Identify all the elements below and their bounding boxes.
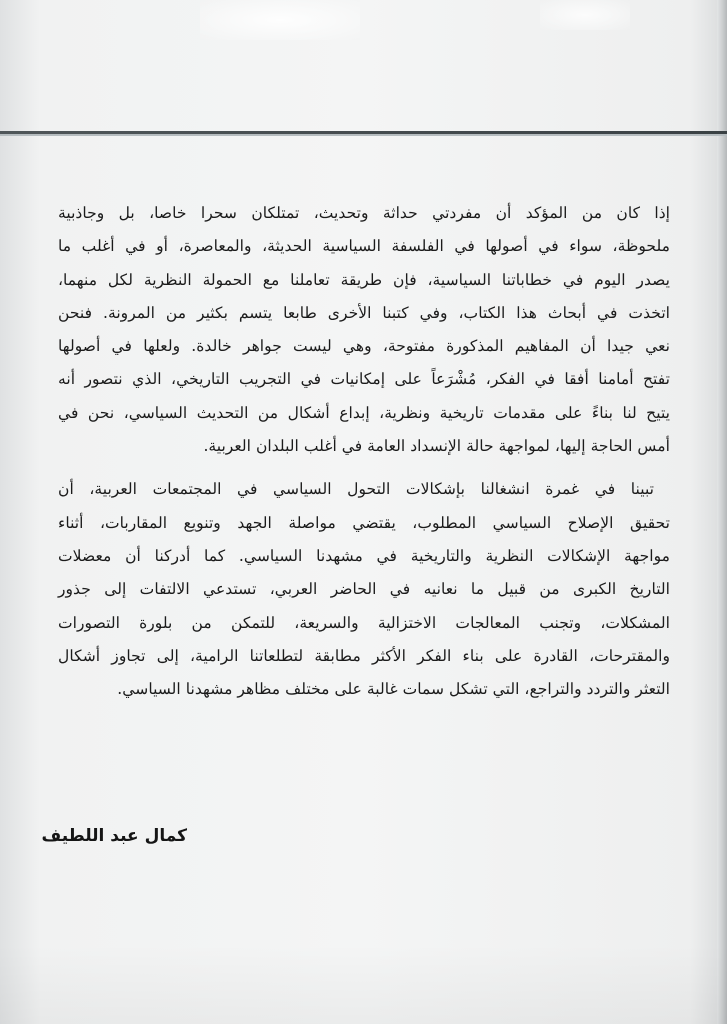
paragraph-2-line: والمقترحات، القادرة على بناء الفكر الأكثر مطابقة لتطلعاتنا الرامية، إلى تجاوز أشكال — [58, 646, 670, 665]
blurb-text — [58, 197, 670, 716]
cover-spine-edge — [717, 0, 727, 1024]
paragraph-1-line: نعي جيدا أن المفاهيم المذكورة مفتوحة، وهي ليست جواهر خالدة. ولعلها في أصولها — [58, 337, 670, 356]
paragraph-1-line: يصدر اليوم في خطاباتنا السياسية، فإن طريقة تعاملنا مع الحمولة النظرية لكل منهما، — [58, 270, 670, 289]
paragraph-1-line: تفتح أمامنا أفقا في الفكر، مُشْرَعاً على إمكانيات في التجريب التاريخي، الذي نتصور أنه — [58, 370, 670, 389]
paragraph-2-line: تبينا في غمرة انشغالنا بإشكالات التحول السياسي في المجتمعات العربية، أن — [58, 480, 654, 499]
bottom-shadow — [0, 944, 727, 1024]
paragraph-2-line: مواجهة الإشكالات النظرية والتاريخية في مشهدنا السياسي. كما أدركنا أن معضلات — [58, 546, 670, 565]
author-signature: كمال عبد اللطيف — [41, 826, 187, 846]
paragraph-1 — [58, 197, 670, 463]
paragraph-2 — [58, 473, 670, 706]
paragraph-1-line: أمس الحاجة إليها، لمواجهة حالة الإنسداد العامة في أغلب البلدان العربية. — [203, 437, 670, 456]
paragraph-1-line: يتيح لنا بناءً على مقدمات تاريخية ونظرية، إبداع أشكال من التحديث السياسي، نحن في — [58, 403, 670, 422]
paragraph-2-line: المشكلات، وتجنب المعالجات الاختزالية والسريعة، للتمكن من بلورة التصورات — [58, 613, 670, 632]
light-glare — [200, 0, 360, 40]
paragraph-1-line: اتخذت في أبحاث هذا الكتاب، وفي كتبنا الأخرى طابعا يتسم بكثير من المرونة. فنحن — [58, 303, 670, 322]
paragraph-2-line: التعثر والتردد والتراجع، التي تشكل سمات غالبة على مختلف مظاهر مشهدنا السياسي. — [117, 680, 670, 699]
light-glare-secondary — [540, 0, 630, 30]
divider-shadow — [0, 134, 727, 136]
paragraph-2-line: التاريخ الكبرى من قبيل ما نعانيه في الحاضر العربي، تستدعي الالتفات إلى جذور — [58, 580, 670, 599]
paragraph-2-line: تحقيق الإصلاح السياسي المطلوب، يقتضي مواصلة الجهد وتنويع المقاربات، أثناء — [58, 513, 670, 532]
paragraph-1-line: إذا كان من المؤكد أن مفردتي حداثة وتحديث، تمتلكان سحرا خاصا، بل وجاذبية — [58, 204, 670, 222]
paragraph-1-line: ملحوظة، سواء في أصولها في الفلسفة السياسية الحديثة، والمعاصرة، أو في أغلب ما — [58, 237, 670, 256]
